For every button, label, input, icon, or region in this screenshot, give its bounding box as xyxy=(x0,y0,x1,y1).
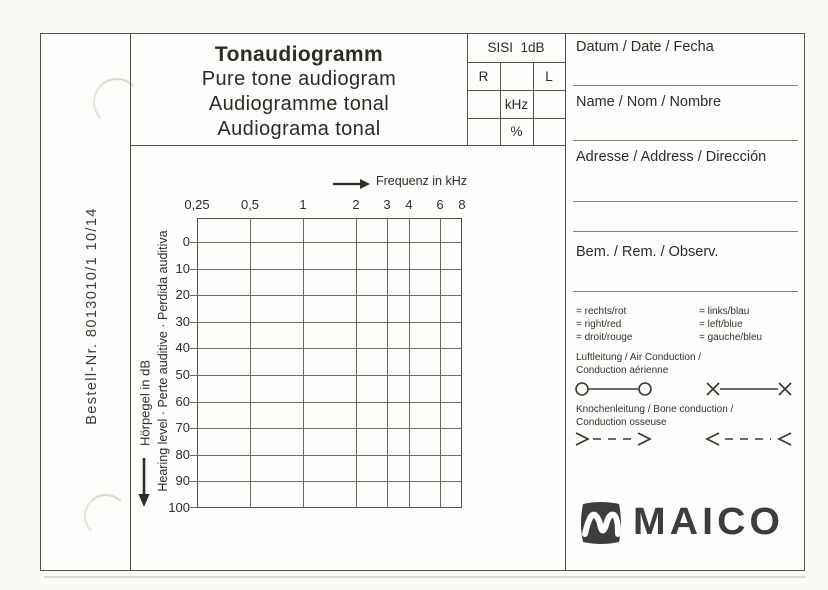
air-conduction-label xyxy=(576,352,701,377)
y-tick-label: 20 xyxy=(175,287,190,303)
maico-wordmark: MAICO xyxy=(633,501,785,543)
grid-hline-80dB xyxy=(190,455,462,456)
y-tick-label: 30 xyxy=(175,313,190,329)
y-axis-title-secondary: Hearing level · Perte auditive · Perdida auditiva xyxy=(156,230,170,492)
y-tick-label: 10 xyxy=(175,260,190,276)
x-tick-label: 0,25 xyxy=(184,197,210,212)
y-tick-label: 80 xyxy=(175,446,190,462)
bone-conduction-label-line2: Conduction osseuse xyxy=(576,416,667,428)
y-tick-label: 40 xyxy=(175,340,190,356)
grid-hline-50dB xyxy=(190,375,462,376)
field-line-name xyxy=(573,140,798,141)
field-line-remarks xyxy=(573,291,798,292)
grid-hline-20dB xyxy=(190,295,462,296)
legend-left-ear-en: = left/blue xyxy=(699,319,743,330)
grid-hline-30dB xyxy=(190,322,462,323)
field-label-date: Datum / Date / Fecha xyxy=(576,39,714,55)
legend-left-ear-de: = links/blau xyxy=(699,306,750,317)
grid-vline-1kHz xyxy=(303,218,304,508)
x-axis-title: Frequenz in kHz xyxy=(376,174,468,188)
legend-left-ear xyxy=(699,305,762,344)
audiogram-chart xyxy=(130,145,565,572)
field-line-address-1 xyxy=(573,201,798,202)
bone-conduction-label-line1: Knochenleitung / Bone conduction / xyxy=(576,404,734,415)
field-label-remarks: Bem. / Rem. / Observ. xyxy=(576,244,719,260)
grid-hline-70dB xyxy=(190,428,462,429)
bone-conduction-label xyxy=(576,404,733,429)
x-tick-label: 6 xyxy=(436,197,444,212)
form-title-fr: Audiogramme tonal xyxy=(208,93,390,115)
form-title-es: Audiograma tonal xyxy=(217,118,381,140)
field-label-name: Name / Nom / Nombre xyxy=(576,94,722,110)
form-title-de: Tonaudiogramm xyxy=(214,43,384,66)
grid-hline-60dB xyxy=(190,402,462,403)
sisi-table xyxy=(467,33,565,145)
field-label-address: Adresse / Address / Dirección xyxy=(576,149,767,165)
air-conduction-label-line2: Conduction aérienne xyxy=(576,364,669,376)
x-tick-label: 8 xyxy=(458,197,466,212)
title-block xyxy=(132,42,466,142)
legend-right-ear-en: = right/red xyxy=(576,319,622,330)
x-tick-label: 1 xyxy=(299,197,307,212)
form-title-en: Pure tone audiogram xyxy=(201,68,397,90)
sisi-right-ear-label: R xyxy=(478,68,489,84)
punch-hole-bottom xyxy=(84,494,128,538)
grid-hline-10dB xyxy=(190,269,462,270)
grid-hline-40dB xyxy=(190,348,462,349)
y-tick-label: 60 xyxy=(175,393,190,409)
y-tick-label: 50 xyxy=(175,367,190,382)
legend-right-ear-de: = rechts/rot xyxy=(576,306,627,317)
legend-right-ear-fr: = droit/rouge xyxy=(576,332,633,343)
y-tick-label: 90 xyxy=(175,473,190,489)
bone-conduction-right-symbol-icon xyxy=(574,430,654,448)
grid-hline-90dB xyxy=(190,481,462,482)
grid-hline-0dB xyxy=(190,242,462,243)
field-line-date xyxy=(573,85,798,86)
x-tick-label: 2 xyxy=(352,197,360,212)
bone-conduction-left-symbol-icon xyxy=(705,430,793,448)
grid-vline-2kHz xyxy=(356,218,357,508)
sisi-percent-unit: % xyxy=(510,124,523,139)
maico-logo-icon xyxy=(577,498,625,548)
frequency-axis-arrow-icon xyxy=(333,178,371,190)
sisi-header: SISI 1dB xyxy=(487,40,545,55)
grid-vline-3kHz xyxy=(387,218,388,508)
air-conduction-right-symbol-icon xyxy=(574,380,654,398)
divider-right-column xyxy=(565,33,566,571)
y-tick-label: 0 xyxy=(182,234,190,249)
air-conduction-left-symbol-icon xyxy=(705,380,793,398)
x-tick-label: 3 xyxy=(383,197,391,212)
y-axis-title-primary: Hörpegel in dB xyxy=(137,360,153,446)
x-tick-label: 4 xyxy=(405,197,413,212)
order-number: Bestell-Nr. 8013010/1 10/14 xyxy=(84,207,100,425)
grid-hline-tick-100dB xyxy=(190,507,197,508)
x-tick-label: 0,5 xyxy=(240,197,260,212)
field-line-address-2 xyxy=(573,231,798,232)
sisi-left-ear-label: L xyxy=(545,68,553,84)
grid-vline-6kHz xyxy=(440,218,441,508)
grid-vline-0,5kHz xyxy=(250,218,251,508)
card-shadow xyxy=(44,576,806,578)
y-tick-label: 70 xyxy=(175,420,190,436)
y-tick-label: 100 xyxy=(168,500,190,515)
grid-vline-4kHz xyxy=(409,218,410,508)
sisi-khz-unit: kHz xyxy=(504,96,529,112)
legend-right-ear xyxy=(576,305,632,344)
air-conduction-label-line1: Luftleitung / Air Conduction / xyxy=(576,352,702,363)
legend-left-ear-fr: = gauche/bleu xyxy=(699,332,763,343)
grid-border xyxy=(197,218,462,508)
